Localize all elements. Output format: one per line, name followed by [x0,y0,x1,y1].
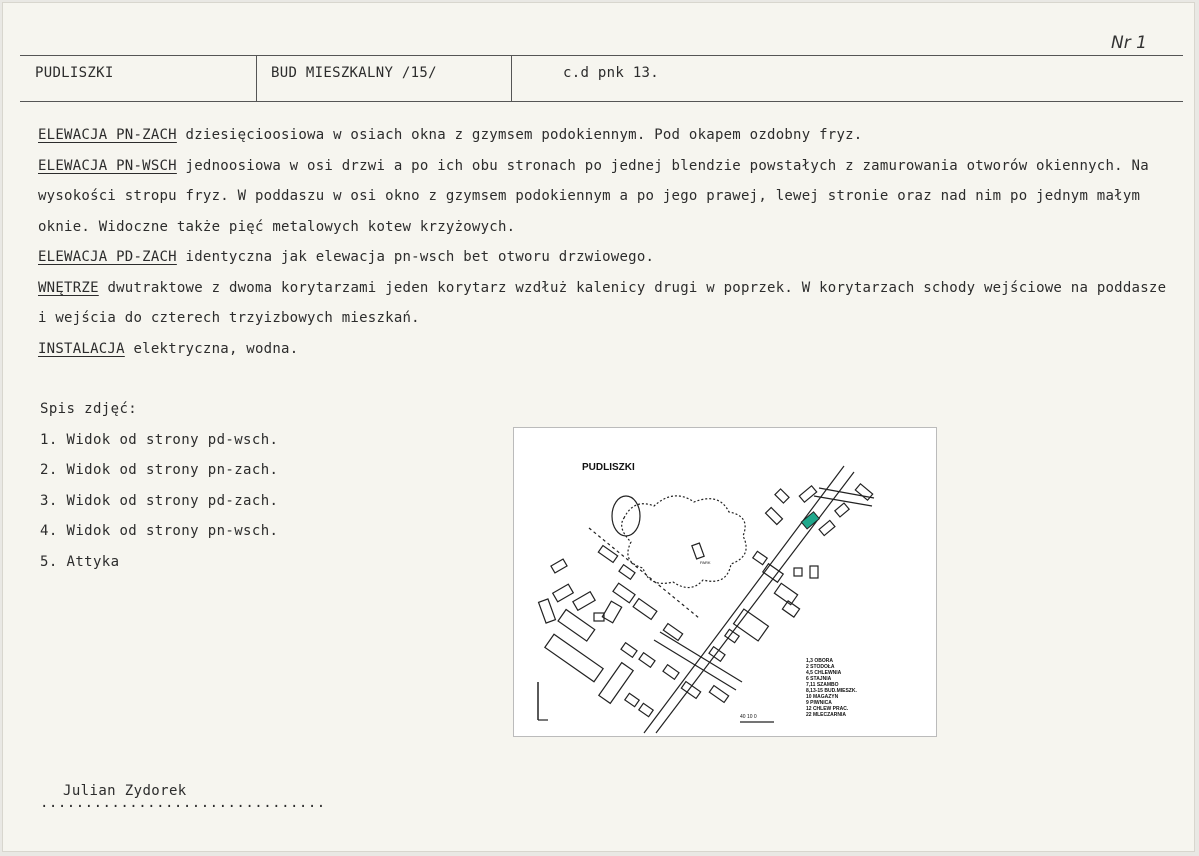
photo-list [40,394,278,577]
legend-item: 10 MAGAZYN [806,694,839,700]
paragraph-text: dwutraktowe z dwoma korytarzami jeden korytarz wzdłuż kalenicy drugi w poprzek. W korytarzach schody wejściowe na poddasze i wejścia do czterech trzyizbowych mieszkań. [38,279,1167,326]
paragraph-label: ELEWACJA PD-ZACH [38,249,177,265]
paragraph-text: dziesięcioosiowa w osiach okna z gzymsem podokiennym. Pod okapem ozdobny fryz. [176,127,863,143]
park-label: PARK [700,560,711,565]
building [553,584,574,602]
legend-item: 22 MLECZARNIA [806,712,847,718]
card-number-mark: Nr 1 [1111,33,1147,53]
building [799,486,816,502]
building [621,643,637,658]
building [663,624,682,641]
header-object: BUD MIESZKALNY /15/ [271,65,437,81]
paragraph-label: INSTALACJA [38,340,125,357]
photo-list-heading: Spis zdjęć: [40,401,138,417]
branch-road [819,488,874,498]
paragraph-text: jednoosiowa w osi drzwi a po ich obu stronach po jednej blendzie powstałych z zamurowania otworów okiennych. Na wysokości stropu fryz. W poddaszu w osi okno z gzymsem podokiennym a po jego prawej, lewej stronie oraz nad nim po jednym małym oknie. Widoczne także pięć metalowych kotew krzyżowych. [38,157,1149,235]
description [38,120,1168,364]
header-divider-2 [511,55,512,102]
park-boundary [589,528,699,618]
legend-item: 6 STAJNIA [806,676,832,682]
building [692,543,704,559]
building [819,520,835,535]
author-name: Julian Zydorek [63,783,187,799]
signature-line: ................................ [40,795,326,811]
building [639,653,655,668]
legend-item: 1,3 OBORA [806,658,833,664]
building [709,686,728,703]
legend-item: 2 STODOŁA [806,664,835,670]
building [599,663,633,704]
legend-item: 7,11 SZAMBO [806,682,839,688]
header-bottom-rule [20,101,1183,102]
pond [612,496,640,536]
building [763,564,783,583]
building [775,489,789,503]
building [794,568,802,576]
highlighted-building [801,512,819,529]
building [725,629,739,642]
site-plan-drawing [514,428,936,736]
building [835,503,849,517]
legend-item: 8,13-15 BUD.MIESZK. [806,688,857,694]
legend-item: 9 PIWNICA [806,700,832,706]
paragraph-elevation-ne [38,151,1168,243]
building [602,601,621,623]
header-top-rule [20,55,1183,56]
building [558,610,595,642]
building [663,665,679,680]
building [551,559,567,573]
building [855,484,872,500]
building [810,566,818,578]
building [625,693,639,706]
legend-item: 4,5 CHLEWNIA [806,670,842,676]
photo-list-item: 3. Widok od strony pd-zach. [40,492,279,509]
building [539,599,556,623]
building [598,546,617,563]
building [639,703,653,716]
building [774,583,797,604]
photo-list-item: 2. Widok od strony pn-zach. [40,462,279,478]
paragraph-label: ELEWACJA PN-ZACH [38,127,177,143]
paragraph-elevation-nw [38,120,1168,151]
paragraph-label: ELEWACJA PN-WSCH [38,157,177,174]
building [573,592,595,611]
site-plan-title: PUDLISZKI [582,462,635,473]
building [753,551,767,564]
photo-list-item: 1. Widok od strony pd-wsch. [40,431,279,448]
paragraph-interior [38,273,1168,334]
photo-list-item: 4. Widok od strony pn-wsch. [40,523,279,539]
building [545,634,603,682]
paragraph-elevation-sw [38,242,1168,273]
header-continuation: c.d pnk 13. [563,65,660,81]
building [782,601,799,617]
building [766,508,783,525]
legend-item: 12 CHLEW PRAC. [806,706,849,712]
inventory-card [2,2,1195,852]
site-plan-photo [513,427,937,737]
park-trees [622,496,746,588]
scale-label: 40 10 0 [740,714,757,720]
paragraph-installation [38,334,1168,365]
building [633,599,657,620]
paragraph-text: elektryczna, wodna. [124,340,299,357]
header-divider-1 [256,55,257,102]
paragraph-label: WNĘTRZE [38,279,99,296]
paragraph-text: identyczna jak elewacja pn-wsch bet otworu drzwiowego. [176,249,655,265]
building [613,583,635,603]
photo-list-item: 5. Attyka [40,553,120,570]
header-place: PUDLISZKI [35,65,114,81]
building [619,565,635,580]
